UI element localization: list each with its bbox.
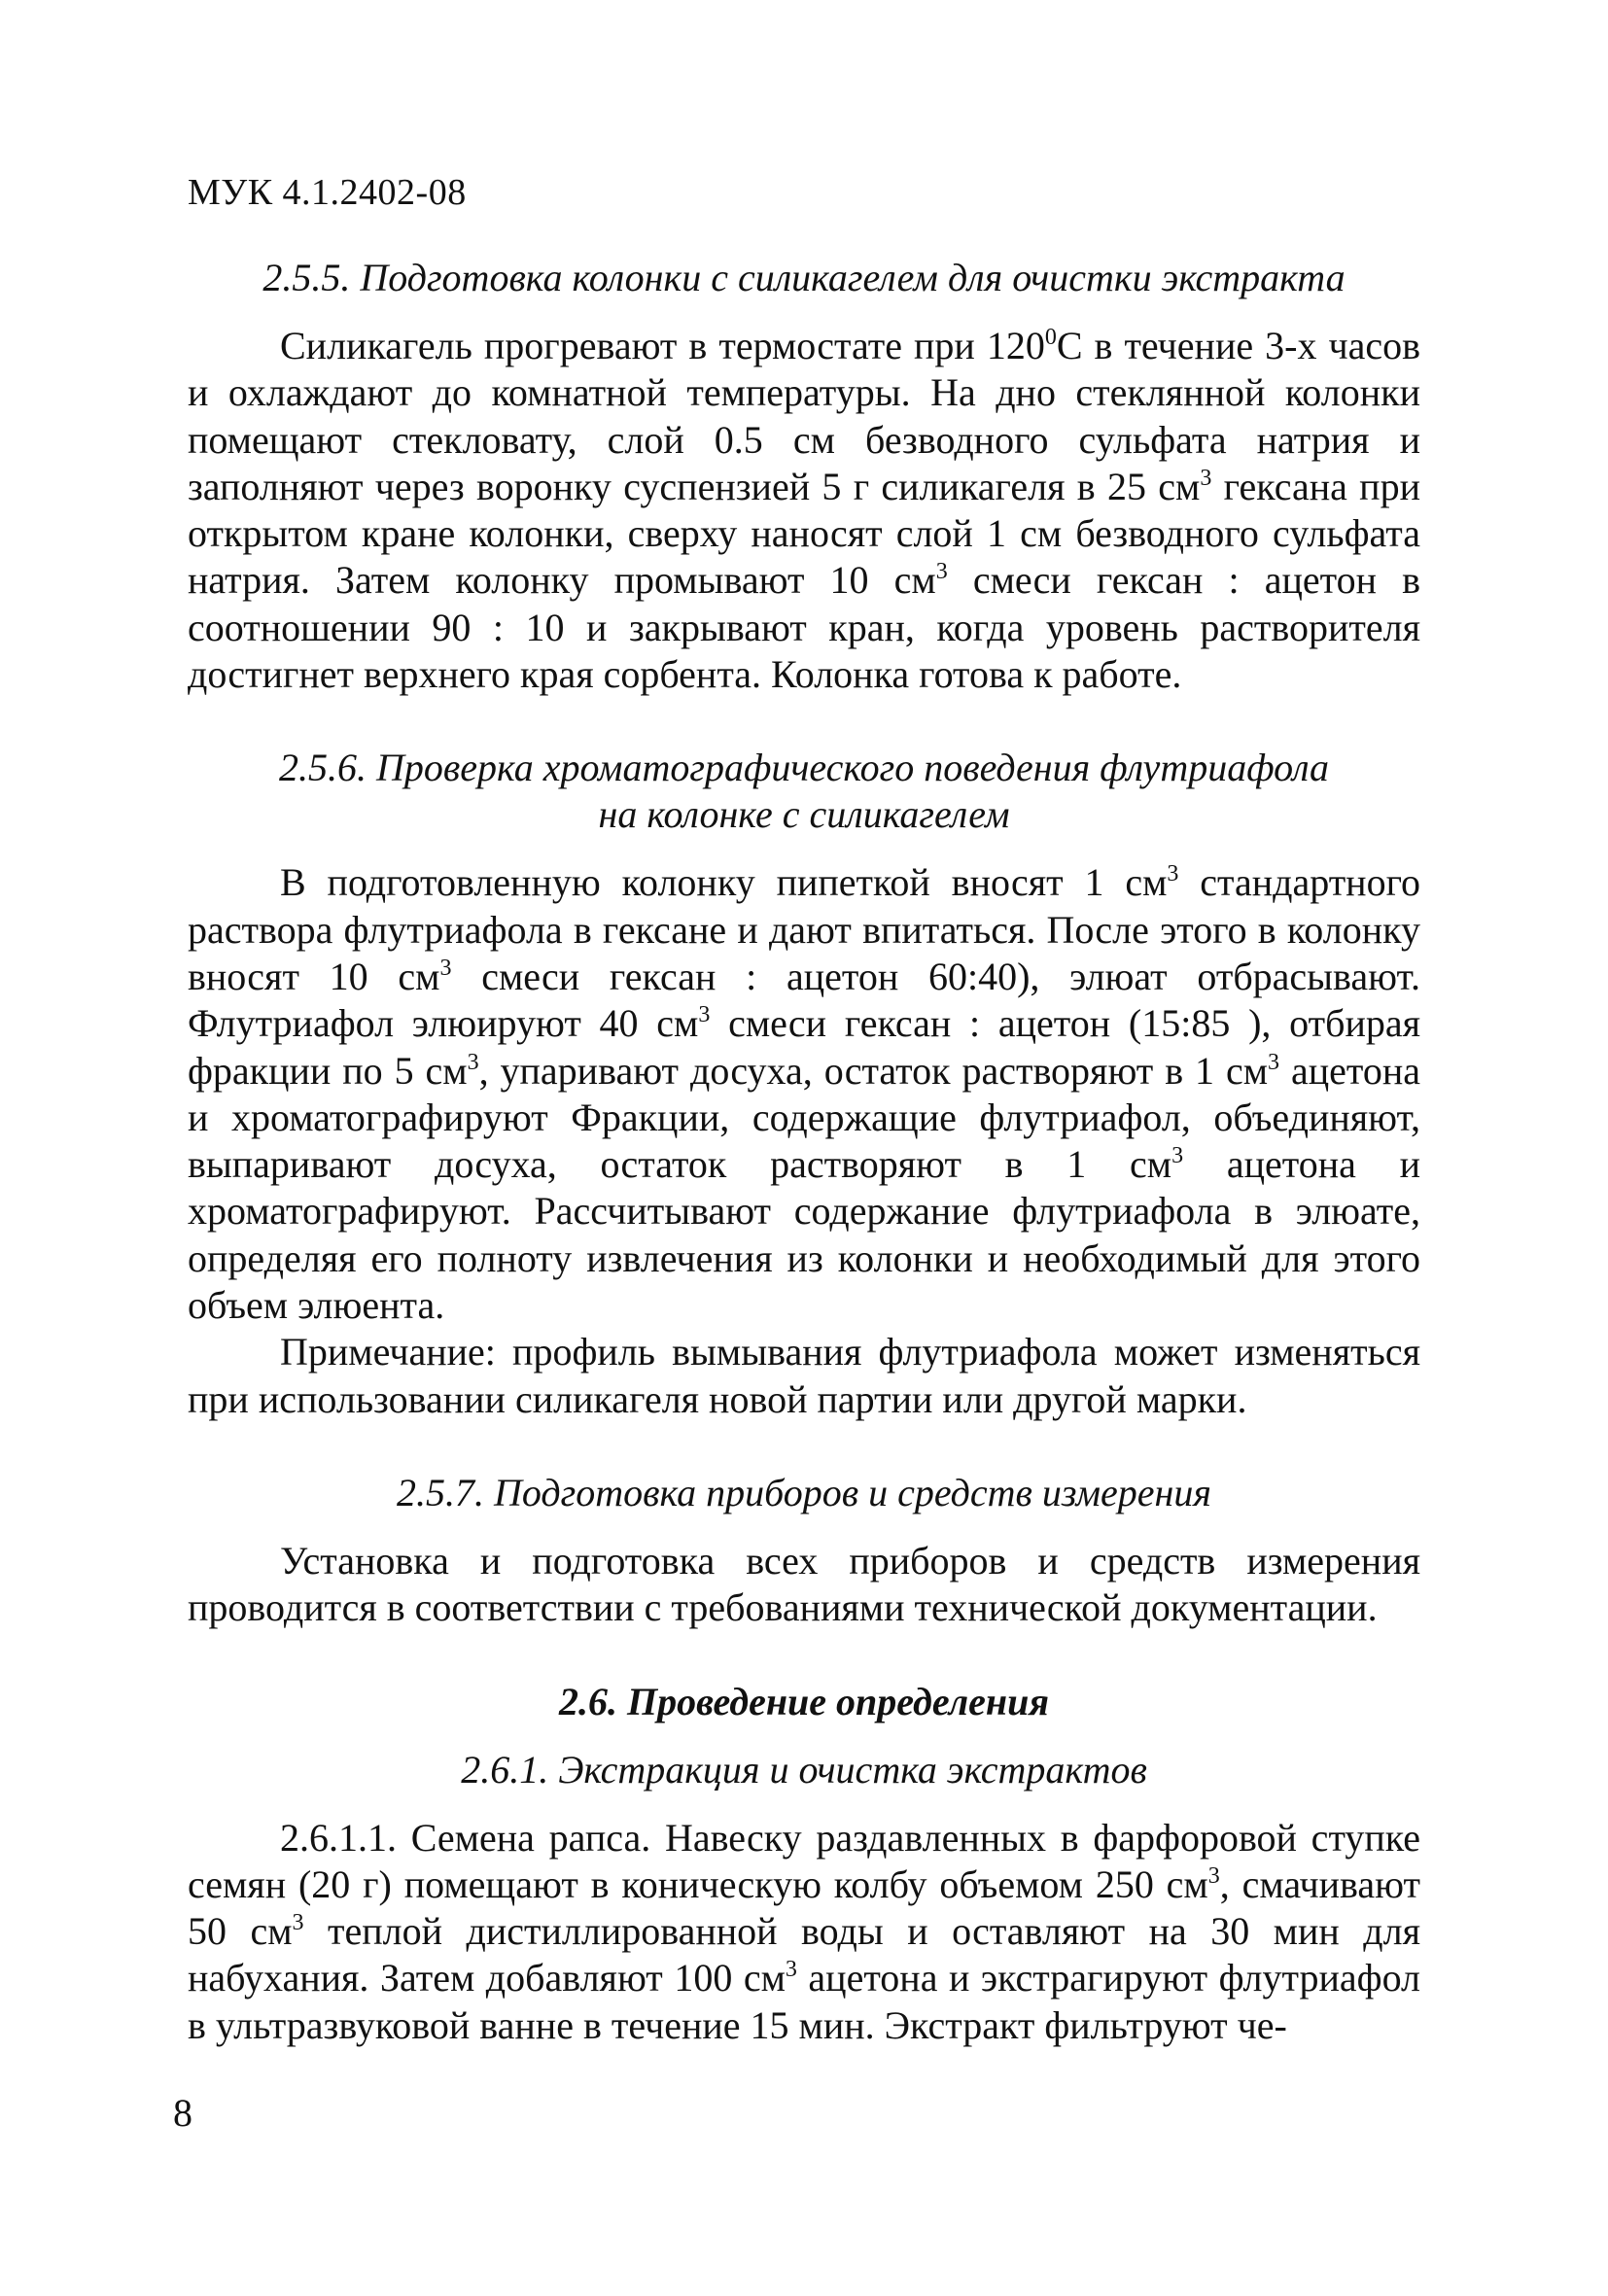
- paragraph-2-5-5: Силикагель прогревают в термостате при $120^0С$ в течение 3-х часов и охлаждают до комнатной температуры. На дно стеклянной колонки помещают стекловату, слой 0.5 см безводного сульфата натрия и заполняют через воронку суспензией 5 г силикагеля в 25 $см^3$ гексана при открытом кране колонки, сверху наносят слой 1 см безводного сульфата натрия. Затем колонку промывают 10 $см^3$ смеси гексан : ацетон в соотношении 90 : 10 и закрывают кран, когда уровень растворителя достигнет верхнего края сорбента. Колонка готова к работе.: [188, 324, 1420, 697]
- heading-2-6: 2.6. Проведение определения: [558, 1679, 1049, 1723]
- note-paragraph: Примечание: профиль вымывания флутриафола может изменяться при использовании силикагеля новой партии или другой марки.: [188, 1330, 1420, 1421]
- paragraph-2-5-6: В подготовленную колонку пипеткой вносят 1 $см^3$ стандартного раствора флутриафола в гексане и дают впитаться. После этого в колонку вносят 10 $см^3$ смеси гексан : ацетон 60:40), элюат отбрасывают. Флутриафол элюируют 40 $см^3$ смеси гексан : ацетон (15:85 ), отбирая фракции по 5 $см^3$, упаривают досуха, остаток растворяют в 1 $см^3$ ацетона и хроматографируют Фракции, содержащие флутриафол, объединяют, выпаривают досуха, остаток растворяют в 1 $см^3$ ацетона и хроматографируют. Рассчитывают содержание флутриафола в элюате, определяя его полноту извлечения из колонки и необходимый для этого объем элюента.: [188, 860, 1421, 1328]
- heading-2-6-1: 2.6.1. Экстракция и очистка экстрактов: [461, 1747, 1147, 1792]
- paragraph-2-6-1-1: 2.6.1.1. Семена рапса. Навеску раздавленных в фарфоровой ступке семян (20 г) помещают в коническую колбу объемом 250 $см^3$, смачивают 50 $см^3$ теплой дистиллированной воды и оставляют на 30 мин для набухания. Затем добавляют 100 $см^3$ ацетона и экстрагируют флутриафол в ультразвуковой ванне в течение 15 мин. Экстракт фильтруют че-: [188, 1815, 1420, 2047]
- document-header: МУК 4.1.2402-08: [188, 172, 467, 213]
- heading-2-5-7: 2.5.7. Подготовка приборов и средств измерения: [397, 1470, 1211, 1514]
- heading-2-5-5: 2.5.5. Подготовка колонки с силикагелем для очистки экстракта: [262, 256, 1346, 299]
- page-number: 8: [173, 2091, 192, 2135]
- page-content: [188, 255, 1420, 2049]
- heading-2-5-6: 2.5.6. Проверка хроматографического поведения флутриафола на колонке с силикагелем: [278, 746, 1330, 837]
- paragraph-2-5-7: Установка и подготовка всех приборов и средств измерения проводится в соответствии с требованиями технической документации.: [188, 1538, 1420, 1630]
